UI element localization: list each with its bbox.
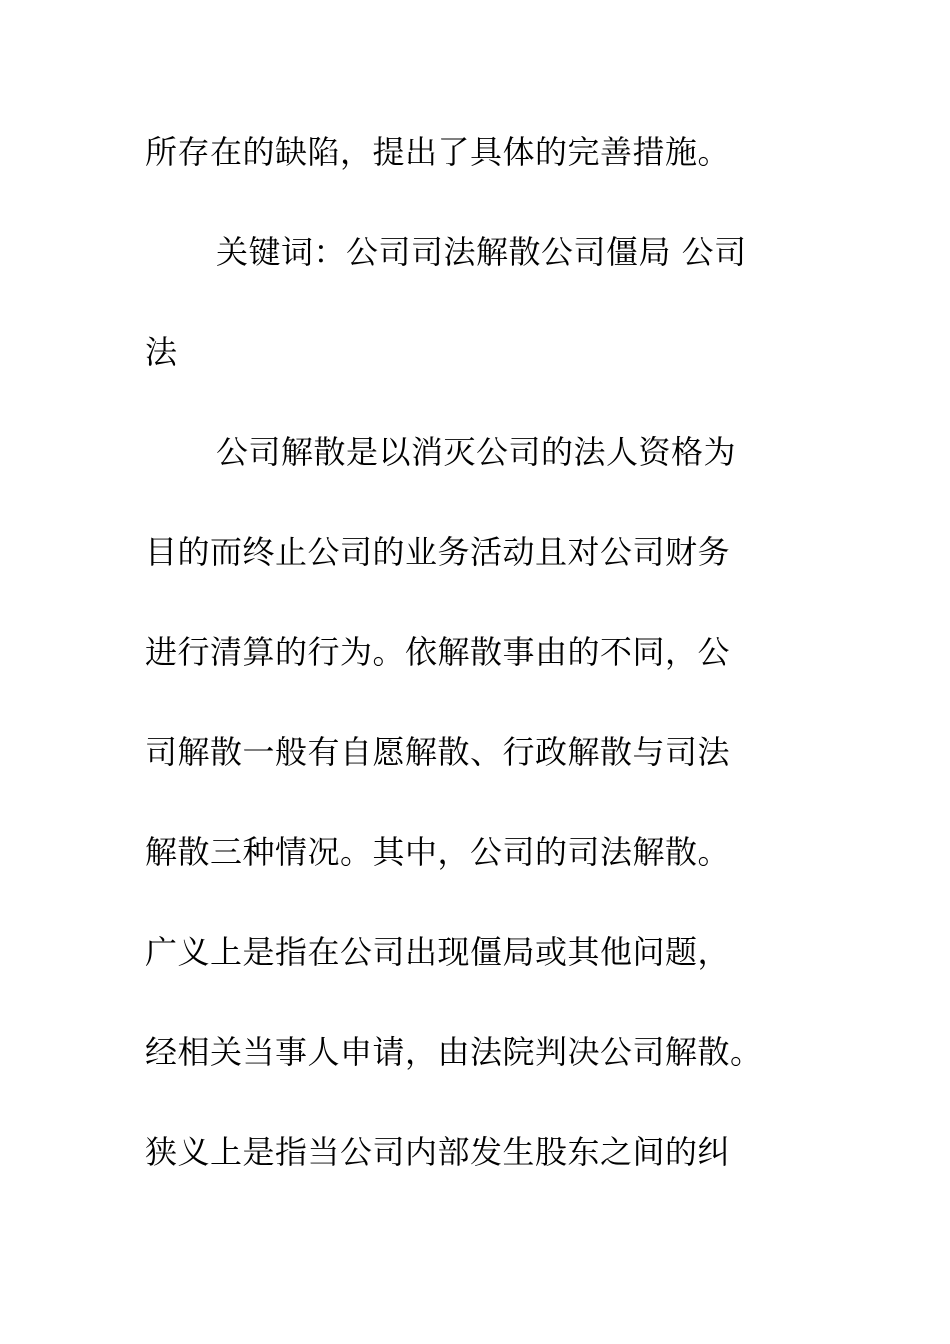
paragraph-line-8: 狭义上是指当公司内部发生股东之间的纠	[145, 1133, 731, 1171]
paragraph-line-2: 目的而终止公司的业务活动且对公司财务	[145, 533, 731, 571]
paragraph-line-7: 经相关当事人申请，由法院判决公司解散。	[145, 1033, 763, 1071]
text-line-1: 所存在的缺陷，提出了具体的完善措施。	[145, 133, 731, 171]
paragraph-line-1: 公司解散是以消灭公司的法人资格为	[216, 433, 737, 471]
paragraph-line-5: 解散三种情况。其中，公司的司法解散。	[145, 833, 731, 871]
keywords-line: 关键词：公司司法解散公司僵局 公司	[216, 233, 747, 271]
paragraph-line-6: 广义上是指在公司出现僵局或其他问题，	[145, 933, 731, 971]
paragraph-line-4: 司解散一般有自愿解散、行政解散与司法	[145, 733, 731, 771]
paragraph-line-3: 进行清算的行为。依解散事由的不同，公	[145, 633, 731, 671]
keywords-line-continued: 法	[145, 333, 178, 371]
